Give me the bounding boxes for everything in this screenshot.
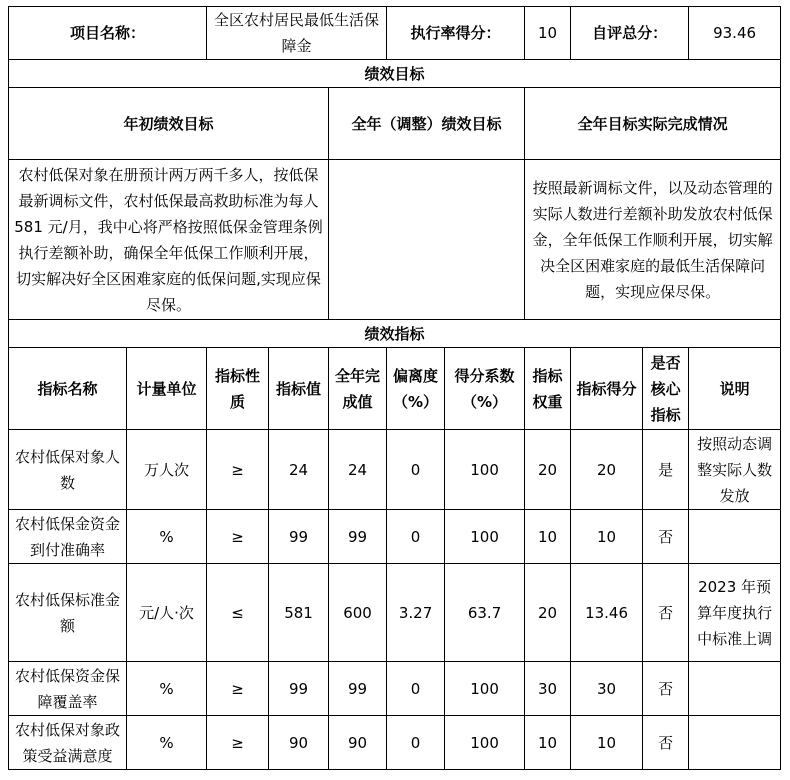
cell-unit: 万人次	[127, 430, 207, 510]
col-header-note: 说明	[689, 348, 781, 430]
cell-weight: 30	[525, 662, 571, 716]
cell-unit: %	[127, 510, 207, 564]
exec-rate-label: 执行率得分：	[387, 7, 525, 60]
cell-note	[689, 510, 781, 564]
project-name-label: 项目名称：	[9, 7, 207, 60]
cell-target: 99	[269, 510, 329, 564]
cell-deviation: 0	[387, 510, 445, 564]
col-header-name: 指标名称	[9, 348, 127, 430]
goal-actual-text: 按照最新调标文件，以及动态管理的实际人数进行差额补助发放农村低保金，全年低保工作顺利开展，切实解决全区困难家庭的最低生活保障问题，实现应保尽保。	[525, 160, 781, 320]
cell-coefficient: 100	[445, 662, 525, 716]
cell-target: 24	[269, 430, 329, 510]
project-name-value: 全区农村居民最低生活保障金	[207, 7, 387, 60]
cell-deviation: 0	[387, 430, 445, 510]
cell-nature: ≥	[207, 510, 269, 564]
goals-content-row	[9, 160, 781, 320]
cell-actual: 24	[329, 430, 387, 510]
cell-deviation: 3.27	[387, 564, 445, 662]
col-header-target: 指标值	[269, 348, 329, 430]
goals-header-row	[9, 88, 781, 160]
self-score-value: 93.46	[689, 7, 781, 60]
cell-score: 10	[571, 716, 643, 770]
cell-core: 否	[643, 662, 689, 716]
indicators-section-row	[9, 320, 781, 348]
table-row	[9, 510, 781, 564]
goal-initial-text: 农村低保对象在册预计两万两千多人，按低保最新调标文件，农村低保最高救助标准为每人 581 元/月，我中心将严格按照低保金管理条例执行差额补助，确保全年低保工作顺利开展，切实解决好全区困难家庭的低保问题,实现应保尽保。	[9, 160, 329, 320]
cell-nature: ≤	[207, 564, 269, 662]
table-row	[9, 564, 781, 662]
cell-note: 2023 年预算年度执行中标准上调	[689, 564, 781, 662]
table-row	[9, 662, 781, 716]
col-header-nature: 指标性质	[207, 348, 269, 430]
goals-section-row	[9, 60, 781, 88]
cell-core: 否	[643, 564, 689, 662]
cell-name: 农村低保对象人数	[9, 430, 127, 510]
cell-target: 99	[269, 662, 329, 716]
cell-actual: 99	[329, 662, 387, 716]
cell-nature: ≥	[207, 430, 269, 510]
cell-note: 按照动态调整实际人数发放	[689, 430, 781, 510]
cell-nature: ≥	[207, 662, 269, 716]
col-header-weight: 指标权重	[525, 348, 571, 430]
cell-deviation: 0	[387, 662, 445, 716]
col-header-actual: 全年完成值	[329, 348, 387, 430]
cell-target: 90	[269, 716, 329, 770]
cell-actual: 90	[329, 716, 387, 770]
cell-score: 20	[571, 430, 643, 510]
cell-name: 农村低保标准金额	[9, 564, 127, 662]
cell-unit: %	[127, 662, 207, 716]
cell-note	[689, 662, 781, 716]
cell-name: 农村低保资金保障覆盖率	[9, 662, 127, 716]
cell-weight: 10	[525, 716, 571, 770]
cell-target: 581	[269, 564, 329, 662]
performance-table	[8, 6, 781, 770]
goal-adjusted-header: 全年（调整）绩效目标	[329, 88, 525, 160]
col-header-core: 是否核心指标	[643, 348, 689, 430]
cell-score: 30	[571, 662, 643, 716]
cell-score: 13.46	[571, 564, 643, 662]
cell-coefficient: 100	[445, 510, 525, 564]
cell-weight: 20	[525, 430, 571, 510]
self-score-label: 自评总分：	[571, 7, 689, 60]
cell-unit: %	[127, 716, 207, 770]
cell-core: 是	[643, 430, 689, 510]
exec-rate-value: 10	[525, 7, 571, 60]
indicators-section-title: 绩效指标	[9, 320, 781, 348]
cell-nature: ≥	[207, 716, 269, 770]
col-header-coefficient: 得分系数（%）	[445, 348, 525, 430]
cell-weight: 10	[525, 510, 571, 564]
table-row	[9, 716, 781, 770]
cell-coefficient: 100	[445, 716, 525, 770]
col-header-deviation: 偏离度（%）	[387, 348, 445, 430]
cell-deviation: 0	[387, 716, 445, 770]
cell-coefficient: 100	[445, 430, 525, 510]
goal-initial-header: 年初绩效目标	[9, 88, 329, 160]
cell-weight: 20	[525, 564, 571, 662]
cell-core: 否	[643, 716, 689, 770]
indicators-header-row	[9, 348, 781, 430]
cell-name: 农村低保对象政策受益满意度	[9, 716, 127, 770]
cell-unit: 元/人·次	[127, 564, 207, 662]
cell-coefficient: 63.7	[445, 564, 525, 662]
cell-note	[689, 716, 781, 770]
col-header-score: 指标得分	[571, 348, 643, 430]
cell-core: 否	[643, 510, 689, 564]
goal-actual-header: 全年目标实际完成情况	[525, 88, 781, 160]
table-row	[9, 430, 781, 510]
cell-score: 10	[571, 510, 643, 564]
project-header-row	[9, 7, 781, 60]
cell-name: 农村低保金资金到付准确率	[9, 510, 127, 564]
goals-section-title: 绩效目标	[9, 60, 781, 88]
col-header-unit: 计量单位	[127, 348, 207, 430]
cell-actual: 600	[329, 564, 387, 662]
goal-adjusted-text	[329, 160, 525, 320]
cell-actual: 99	[329, 510, 387, 564]
